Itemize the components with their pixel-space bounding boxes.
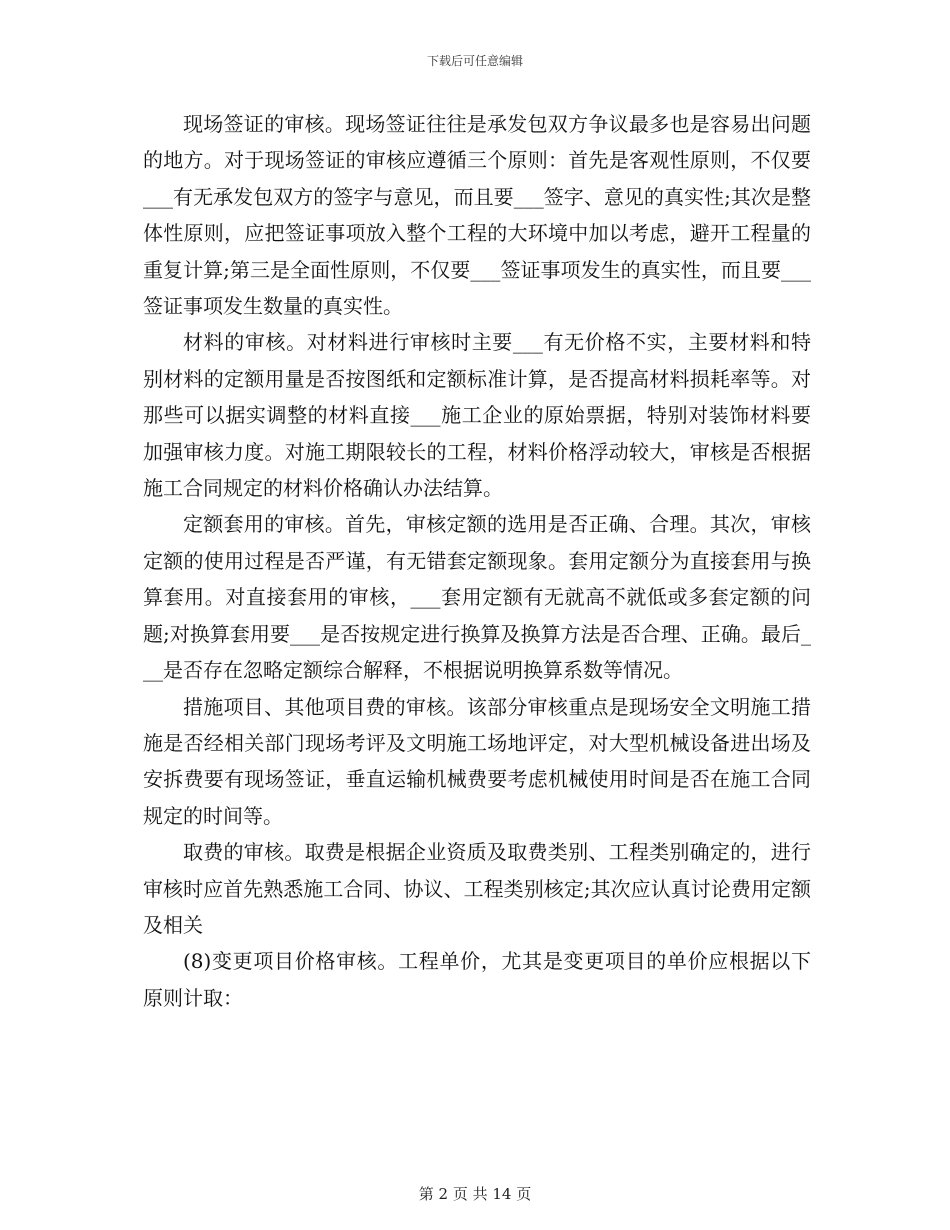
document-body: [143, 106, 811, 1016]
paragraph-material-review: 材料的审核。对材料进行审核时主要___有无价格不实，主要材料和特别材料的定额用量是否按图纸和定额标准计算，是否提高材料损耗率等。对那些可以据实调整的材料直接___施工企业的原始票据，特别对装饰材料要加强审核力度。对施工期限较长的工程，材料价格浮动较大，审核是否根据施工合同规定的材料价格确认办法结算。: [143, 330, 811, 501]
paragraph-fee-review: 取费的审核。取费是根据企业资质及取费类别、工程类别确定的，进行审核时应首先熟悉施工合同、协议、工程类别核定;其次应认真讨论费用定额及相关: [143, 840, 811, 937]
page-number: 第 2 页 共 14 页: [418, 1185, 532, 1203]
paragraph-change-item-review: (8)变更项目价格审核。工程单价，尤其是变更项目的单价应根据以下原则计取：: [143, 949, 811, 1010]
paragraph-site-visa-review: 现场签证的审核。现场签证往往是承发包双方争议最多也是容易出问题的地方。对于现场签证的审核应遵循三个原则：首先是客观性原则，不仅要___有无承发包双方的签字与意见，而且要___签字、意见的真实性;其次是整体性原则，应把签证事项放入整个工程的大环境中加以考虑，避开工程量的重复计算;第三是全面性原则，不仅要___签证事项发生的真实性，而且要___签证事项发生数量的真实性。: [143, 112, 811, 319]
paragraph-measures-review: 措施项目、其他项目费的审核。该部分审核重点是现场安全文明施工措施是否经相关部门现场考评及文明施工场地评定，对大型机械设备进出场及安拆费要有现场签证，垂直运输机械费要考虑机械使用时间是否在施工合同规定的时间等。: [143, 694, 811, 828]
header-note: 下载后可任意编辑: [426, 54, 523, 68]
paragraph-quota-review: 定额套用的审核。首先，审核定额的选用是否正确、合理。其次，审核定额的使用过程是否严谨，有无错套定额现象。套用定额分为直接套用与换算套用。对直接套用的审核，___套用定额有无就高不就低或多套定额的问题;对换算套用要___是否按规定进行换算及换算方法是否合理、正确。最后___是否存在忽略定额综合解释，不根据说明换算系数等情况。: [143, 512, 811, 683]
